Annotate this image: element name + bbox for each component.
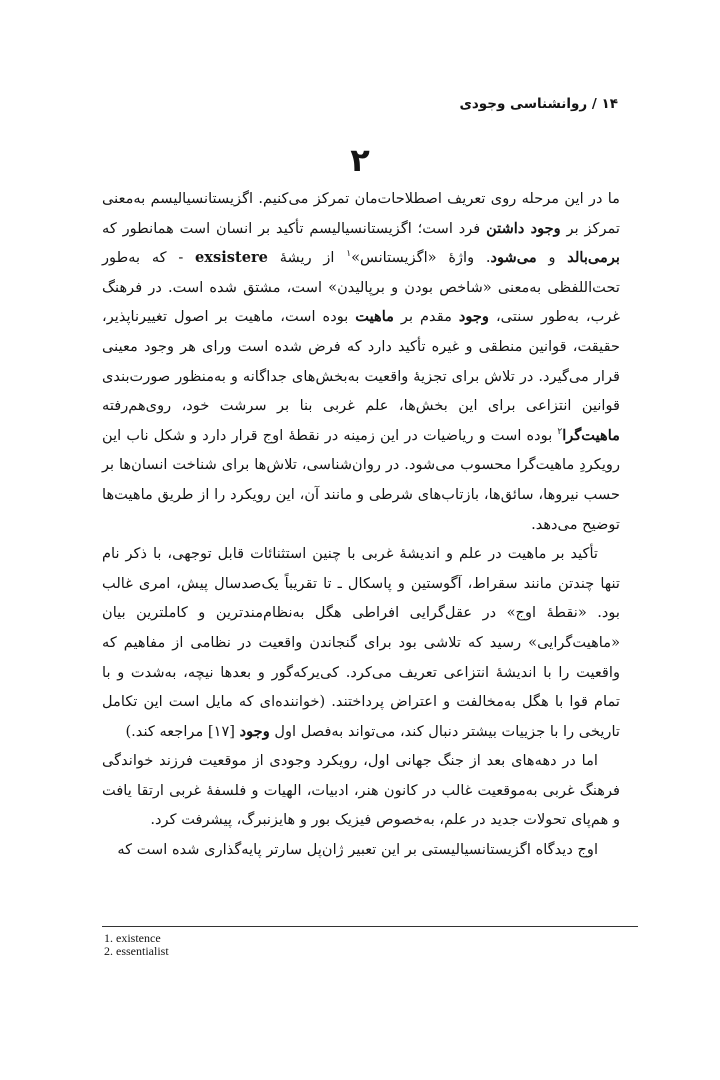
header-separator: / [591,96,597,112]
paragraph-3: اما در دهه‌های بعد از جنگ جهانی اول، رویکرد وجودی از موقعیت فرزند خواندگی فرهنگ غربی به‌موقعیت غالب در کانون هنر، ادبیات، الهیات و فلسفهٔ غربی ارتقا یافت و هم‌پای تحولات جدید در علم، به‌خصوص فیزیک بور و هایزنبرگ، پیشرفت کرد. [102,752,620,829]
page-number: ۱۴ [601,96,618,112]
body-text [102,184,620,865]
footnote-ref-1: ۱ [346,249,352,260]
footnote-ref-2: ۲ [557,426,563,437]
emphasis-existence-book: وجود [239,722,270,740]
emphasis-existing: وجود داشتن [486,219,561,237]
paragraph-1: ما در این مرحله روی تعریف اصطلاحات‌مان تمرکز می‌کنیم. اگزیستانسیالیسم به‌معنی تمرکز بر وجود داشتن فرد است؛ اگزیستانسیالیسم تأکید بر انسان است همانطور که برمی‌بالد و می‌شود. واژهٔ «اگزیستانس»$^۱$ از ریشهٔ exsistere - که به‌طور تحت‌اللفظی به‌معنی «شاخص بودن و برپالیدن» است، مشتق شده است. در فرهنگ غرب، به‌طور سنتی، وجود مقدم بر ماهیت بوده است، ماهیت بر اصول تغییرناپذیر، حقیقت، قوانین منطقی و غیره تأکید دارد که فرض شده است ورای هر وجود معینی قرار می‌گیرد. در تلاش برای تجزیهٔ واقعیت به‌بخش‌های جداگانه و به‌منظور صورت‌بندی قوانین انتزاعی برای این بخش‌ها، علم غربی بنا بر سرشت خود، روی‌هم‌رفته ماهیت‌گرا$^۲$ بوده است و ریاضیات در این زمینه در نقطهٔ اوج قرار دارد و شکل ناب این رویکردِ ماهیت‌گرا محسوب می‌شود. در روان‌شناسی، تلاش‌ها برای شناخت انسان‌ها بر حسب نیروها، سائق‌ها، بازتاب‌های شرطی و مانند آن، این رویکرد را از طریق ماهیت‌ها توضیح می‌دهد. [102,190,620,533]
chapter-number: ۲ [350,141,370,179]
emphasis-becomes: می‌شود [490,249,537,267]
latin-term: exsistere [195,249,268,267]
footnote-divider [102,926,638,927]
emphasis-essentialist: ماهیت‌گرا [562,426,620,444]
footnote-2: 2. essentialist [104,944,169,958]
footnote-1: 1. existence [104,931,161,945]
emphasis-essence: ماهیت [355,308,394,326]
emphasis-existence: وجود [458,308,489,326]
emphasis-emerges: برمی‌بالد [567,249,620,267]
book-title: روانشناسی وجودی [459,96,588,112]
footnotes [104,932,169,958]
paragraph-2: تأکید بر ماهیت در علم و اندیشهٔ غربی با چنین استثنائات قابل توجهی، با ذکر نام تنها چندتن مانند سقراط، آگوستین و پاسکال ـ تا تقریباً یک‌صدسال پیش، امری غالب بود. «نقطهٔ اوج» در عقل‌گرایی افراطی هگل به‌نظام‌مندترین و کاملترین بیان «ماهیت‌گرایی» رسید که تلاشی بود برای گنجاندن واقعیت در نظامی از مفاهیم که واقعیت را با اندیشهٔ انتزاعی تعریف می‌کرد. کی‌یرکه‌گور و بعدها نیچه، به‌شدت و با تمام قوا با هگل به‌مخالفت و اعتراض پرداختند. (خواننده‌ای که مایل است این تکامل تاریخی را با جزییات بیشتر دنبال کند، می‌تواند به‌فصل اول وجود [۱۷] مراجعه کند.) [102,545,620,740]
paragraph-4: اوج دیدگاه اگزیستانسیالیستی بر این تعبیر ژان‌پل سارتر پایه‌گذاری شده است که [117,841,598,859]
running-header [459,96,618,112]
